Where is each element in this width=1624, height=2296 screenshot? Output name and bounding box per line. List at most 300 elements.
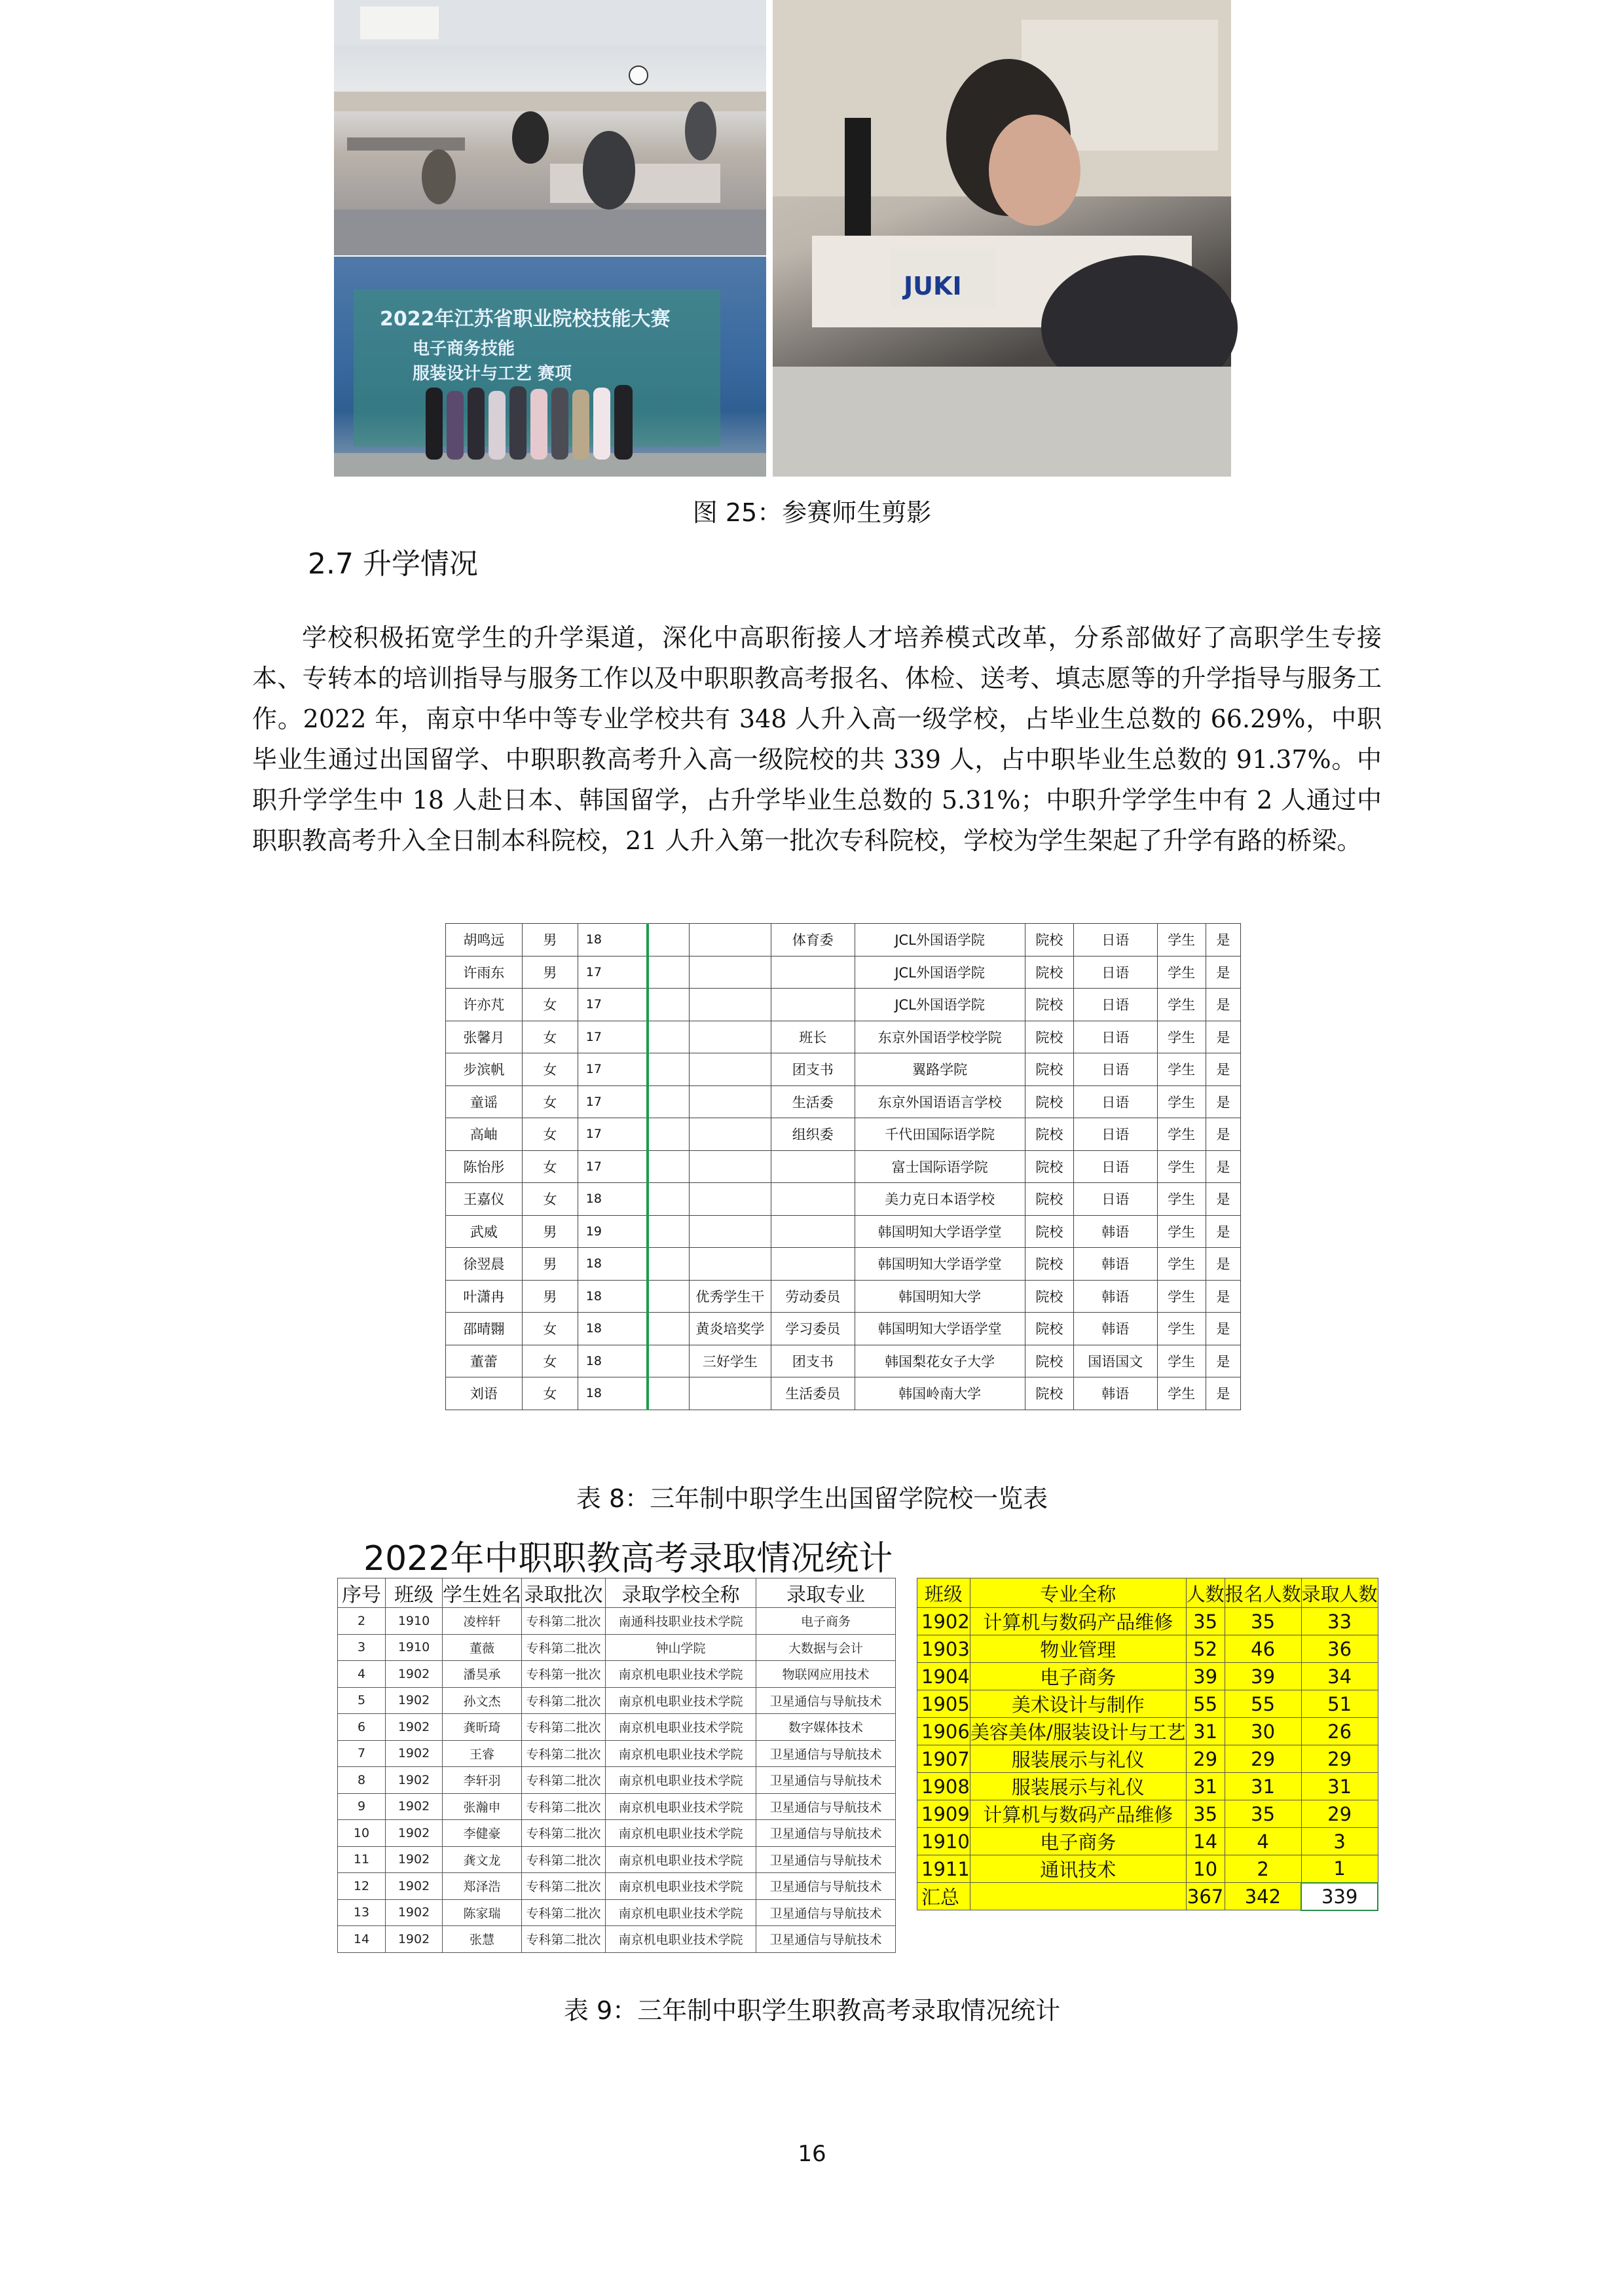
table-row bbox=[446, 1248, 1241, 1281]
table-cell: 卫星通信与导航技术 bbox=[756, 1926, 896, 1953]
table-cell bbox=[771, 1183, 855, 1216]
table-cell bbox=[648, 956, 690, 989]
table-cell: 4 bbox=[1225, 1828, 1301, 1855]
table-cell: 韩语 bbox=[1074, 1377, 1157, 1410]
table-cell: 18 bbox=[578, 1313, 647, 1345]
table-row bbox=[446, 1345, 1241, 1377]
table-cell: 劳动委员 bbox=[771, 1280, 855, 1313]
table8-caption: 表 8：三年制中职学生出国留学院校一览表 bbox=[576, 1484, 1048, 1513]
table-cell: 17 bbox=[578, 1150, 647, 1183]
table-cell bbox=[689, 1183, 771, 1216]
table-cell: 龚昕琦 bbox=[443, 1714, 522, 1741]
table-cell: 34 bbox=[1301, 1663, 1378, 1690]
table-cell: 富士国际语学院 bbox=[855, 1150, 1025, 1183]
column-header: 班级 bbox=[386, 1578, 443, 1608]
table-cell: 张馨月 bbox=[446, 1021, 523, 1053]
study-abroad-table bbox=[445, 923, 1241, 1410]
table-cell: 数字媒体技术 bbox=[756, 1714, 896, 1741]
table-cell: 是 bbox=[1206, 1345, 1240, 1377]
header-row bbox=[917, 1578, 1378, 1608]
table-cell: 生活委员 bbox=[771, 1377, 855, 1410]
total-row bbox=[917, 1883, 1378, 1910]
table-cell: 31 bbox=[1186, 1773, 1225, 1800]
table-cell: 10 bbox=[338, 1820, 386, 1847]
table-row bbox=[338, 1846, 896, 1873]
table-cell: 南京机电职业技术学院 bbox=[606, 1820, 756, 1847]
table-cell: 日语 bbox=[1074, 1150, 1157, 1183]
table-cell: 女 bbox=[522, 1021, 578, 1053]
table-cell: 17 bbox=[578, 1118, 647, 1151]
table-cell: 是 bbox=[1206, 1150, 1240, 1183]
table-cell bbox=[648, 1183, 690, 1216]
workshop-scene-illustration bbox=[334, 0, 766, 255]
table-cell: 学生 bbox=[1157, 989, 1206, 1021]
table-cell: 美术设计与制作 bbox=[970, 1690, 1186, 1718]
table-cell: 张瀚申 bbox=[443, 1793, 522, 1820]
table-cell: 优秀学生干 bbox=[689, 1280, 771, 1313]
table-cell: 院校 bbox=[1025, 924, 1073, 957]
table-cell: 日语 bbox=[1074, 1118, 1157, 1151]
table-row bbox=[917, 1828, 1378, 1855]
table-cell: 学生 bbox=[1157, 1085, 1206, 1118]
table-cell: 陈怡彤 bbox=[446, 1150, 523, 1183]
banner-line-ecommerce: 电子商务技能 bbox=[413, 339, 515, 359]
table-cell: 院校 bbox=[1025, 989, 1073, 1021]
table-cell: 王嘉仪 bbox=[446, 1183, 523, 1216]
table-cell: 孙文杰 bbox=[443, 1687, 522, 1714]
column-header: 录取人数 bbox=[1301, 1578, 1378, 1608]
table-cell: 17 bbox=[578, 1021, 647, 1053]
table-cell: 女 bbox=[522, 989, 578, 1021]
table-row bbox=[446, 1280, 1241, 1313]
table-row bbox=[917, 1608, 1378, 1635]
table-cell: 团支书 bbox=[771, 1345, 855, 1377]
table-cell bbox=[648, 1021, 690, 1053]
table-cell: 专科第二批次 bbox=[522, 1899, 606, 1926]
table-cell: 卫星通信与导航技术 bbox=[756, 1767, 896, 1794]
table-cell: 女 bbox=[522, 1345, 578, 1377]
table-cell bbox=[648, 924, 690, 957]
table-cell: 1907 bbox=[917, 1745, 970, 1773]
table-cell: 1910 bbox=[386, 1608, 443, 1635]
table-cell: 日语 bbox=[1074, 1183, 1157, 1216]
table-row bbox=[338, 1687, 896, 1714]
table-cell: 35 bbox=[1225, 1608, 1301, 1635]
table-cell: 是 bbox=[1206, 1021, 1240, 1053]
table-cell: 14 bbox=[338, 1926, 386, 1953]
total-cell bbox=[970, 1883, 1186, 1910]
table-cell: 电子商务 bbox=[970, 1663, 1186, 1690]
column-header: 班级 bbox=[917, 1578, 970, 1608]
table-cell: 51 bbox=[1301, 1690, 1378, 1718]
table-cell: 院校 bbox=[1025, 1345, 1073, 1377]
table-cell: 3 bbox=[338, 1634, 386, 1661]
table-row bbox=[446, 1150, 1241, 1183]
table-cell: 2 bbox=[1225, 1855, 1301, 1883]
table-cell: 55 bbox=[1186, 1690, 1225, 1718]
table-row bbox=[917, 1690, 1378, 1718]
table-cell: 1902 bbox=[386, 1873, 443, 1900]
table-cell: 男 bbox=[522, 1215, 578, 1248]
table-cell: 女 bbox=[522, 1150, 578, 1183]
table-cell: 卫星通信与导航技术 bbox=[756, 1820, 896, 1847]
total-cell: 汇总 bbox=[917, 1883, 970, 1910]
table-cell: 卫星通信与导航技术 bbox=[756, 1873, 896, 1900]
table-cell: 院校 bbox=[1025, 956, 1073, 989]
table-cell: 胡鸣远 bbox=[446, 924, 523, 957]
table-cell bbox=[689, 1118, 771, 1151]
table-cell: 1909 bbox=[917, 1800, 970, 1828]
table-cell: 是 bbox=[1206, 1085, 1240, 1118]
table-cell: 团支书 bbox=[771, 1053, 855, 1086]
table-cell: 韩语 bbox=[1074, 1248, 1157, 1281]
table-cell: 是 bbox=[1206, 1377, 1240, 1410]
total-cell: 367 bbox=[1186, 1883, 1225, 1910]
table-cell: 1902 bbox=[386, 1820, 443, 1847]
table-cell: 1903 bbox=[917, 1635, 970, 1663]
total-cell: 342 bbox=[1225, 1883, 1301, 1910]
table-cell: 是 bbox=[1206, 1313, 1240, 1345]
table-cell: 2 bbox=[338, 1608, 386, 1635]
table-cell bbox=[689, 989, 771, 1021]
table-row bbox=[917, 1773, 1378, 1800]
banner-title: 2022年江苏省职业院校技能大赛 bbox=[380, 308, 671, 331]
table-cell: 19 bbox=[578, 1215, 647, 1248]
class-summary-table bbox=[917, 1578, 1378, 1911]
table-cell: 1910 bbox=[917, 1828, 970, 1855]
table-cell bbox=[689, 1248, 771, 1281]
table-cell: 1902 bbox=[386, 1714, 443, 1741]
table-row bbox=[917, 1635, 1378, 1663]
table-cell: 17 bbox=[578, 1053, 647, 1086]
table-cell bbox=[648, 1313, 690, 1345]
table-cell: 1902 bbox=[386, 1846, 443, 1873]
table-cell: 18 bbox=[578, 924, 647, 957]
table-cell: 学生 bbox=[1157, 1248, 1206, 1281]
table-cell: 物联网应用技术 bbox=[756, 1661, 896, 1688]
table-cell: 1902 bbox=[386, 1740, 443, 1767]
table-cell: 12 bbox=[338, 1873, 386, 1900]
table-cell: 步滨帆 bbox=[446, 1053, 523, 1086]
table-cell: 体育委 bbox=[771, 924, 855, 957]
table-cell: 39 bbox=[1186, 1663, 1225, 1690]
table-cell: 董薇 bbox=[443, 1634, 522, 1661]
table-cell: 专科第二批次 bbox=[522, 1767, 606, 1794]
table-cell: 日语 bbox=[1074, 1085, 1157, 1118]
table-cell: 1911 bbox=[917, 1855, 970, 1883]
table-cell: 29 bbox=[1301, 1745, 1378, 1773]
table-cell bbox=[771, 1215, 855, 1248]
column-header: 录取学校全称 bbox=[606, 1578, 756, 1608]
table-cell: 学生 bbox=[1157, 1280, 1206, 1313]
table-cell: 35 bbox=[1225, 1800, 1301, 1828]
table-row bbox=[446, 924, 1241, 957]
table-cell: 钟山学院 bbox=[606, 1634, 756, 1661]
table-cell: 男 bbox=[522, 956, 578, 989]
table-cell: 日语 bbox=[1074, 1053, 1157, 1086]
table-cell: 电子商务 bbox=[970, 1828, 1186, 1855]
table-cell: 物业管理 bbox=[970, 1635, 1186, 1663]
table-row bbox=[917, 1800, 1378, 1828]
table-cell: 许亦芃 bbox=[446, 989, 523, 1021]
table-cell: 18 bbox=[578, 1345, 647, 1377]
table-cell: 36 bbox=[1301, 1635, 1378, 1663]
table-row bbox=[446, 1377, 1241, 1410]
table-cell: 韩语 bbox=[1074, 1280, 1157, 1313]
table-cell: 学生 bbox=[1157, 1313, 1206, 1345]
table-cell: 3 bbox=[1301, 1828, 1378, 1855]
table-cell: 17 bbox=[578, 1085, 647, 1118]
column-header: 序号 bbox=[338, 1578, 386, 1608]
table-cell: 专科第二批次 bbox=[522, 1873, 606, 1900]
table-cell: 韩语 bbox=[1074, 1215, 1157, 1248]
table-cell: 35 bbox=[1186, 1800, 1225, 1828]
table-cell: 1902 bbox=[386, 1767, 443, 1794]
table-cell: 男 bbox=[522, 1280, 578, 1313]
table-cell: 17 bbox=[578, 989, 647, 1021]
table-cell: 学生 bbox=[1157, 1118, 1206, 1151]
table-cell: 9 bbox=[338, 1793, 386, 1820]
photo-sewing-machine-student bbox=[773, 0, 1231, 477]
table-cell bbox=[689, 1377, 771, 1410]
table-cell: 韩国明知大学语学堂 bbox=[855, 1215, 1025, 1248]
table-row bbox=[446, 1085, 1241, 1118]
table-row bbox=[446, 1053, 1241, 1086]
photo-workshop-classroom bbox=[334, 0, 766, 255]
admission-stats-sheet bbox=[331, 1525, 1378, 1958]
table-cell: 13 bbox=[338, 1899, 386, 1926]
table-cell: 专科第二批次 bbox=[522, 1608, 606, 1635]
table-row bbox=[446, 1118, 1241, 1151]
table-cell: 学生 bbox=[1157, 1150, 1206, 1183]
table-cell bbox=[648, 1280, 690, 1313]
table-cell: 30 bbox=[1225, 1718, 1301, 1745]
table-cell: 是 bbox=[1206, 924, 1240, 957]
table-cell: 南京机电职业技术学院 bbox=[606, 1846, 756, 1873]
table-cell: 院校 bbox=[1025, 1053, 1073, 1086]
section-heading: 2.7 升学情况 bbox=[308, 547, 478, 581]
table-cell: 学生 bbox=[1157, 1021, 1206, 1053]
table-cell: 东京外国语语言学校 bbox=[855, 1085, 1025, 1118]
table-cell: 童谣 bbox=[446, 1085, 523, 1118]
table-cell: 院校 bbox=[1025, 1215, 1073, 1248]
column-header: 人数 bbox=[1186, 1578, 1225, 1608]
table-cell: 是 bbox=[1206, 1183, 1240, 1216]
table-cell: 1902 bbox=[386, 1687, 443, 1714]
table-cell: 男 bbox=[522, 924, 578, 957]
table-row bbox=[446, 989, 1241, 1021]
table-cell: 35 bbox=[1186, 1608, 1225, 1635]
group-people-illustration bbox=[334, 257, 766, 477]
machine-brand-label: JUKI bbox=[904, 272, 962, 301]
table-row bbox=[338, 1740, 896, 1767]
table-cell: 1906 bbox=[917, 1718, 970, 1745]
table-cell: 郑泽浩 bbox=[443, 1873, 522, 1900]
table-cell: 韩国明知大学 bbox=[855, 1280, 1025, 1313]
table-cell: 院校 bbox=[1025, 1183, 1073, 1216]
table-cell: 生活委 bbox=[771, 1085, 855, 1118]
column-header: 学生姓名 bbox=[443, 1578, 522, 1608]
table-cell: 专科第二批次 bbox=[522, 1820, 606, 1847]
table-cell: 专科第二批次 bbox=[522, 1634, 606, 1661]
table-cell: 33 bbox=[1301, 1608, 1378, 1635]
table-cell: 日语 bbox=[1074, 1021, 1157, 1053]
table-cell bbox=[648, 1085, 690, 1118]
table-cell: 29 bbox=[1301, 1800, 1378, 1828]
column-header: 专业全称 bbox=[970, 1578, 1186, 1608]
table-cell bbox=[689, 1053, 771, 1086]
table-cell: 女 bbox=[522, 1053, 578, 1086]
table-cell: 55 bbox=[1225, 1690, 1301, 1718]
banner-line-fashion: 服装设计与工艺 赛项 bbox=[413, 364, 572, 384]
table-cell: 18 bbox=[578, 1183, 647, 1216]
table-cell: 46 bbox=[1225, 1635, 1301, 1663]
table-cell: 电子商务 bbox=[756, 1608, 896, 1635]
table-cell: 卫星通信与导航技术 bbox=[756, 1793, 896, 1820]
table-cell: 院校 bbox=[1025, 1248, 1073, 1281]
table-cell bbox=[771, 1150, 855, 1183]
table-row bbox=[338, 1714, 896, 1741]
table-cell: 18 bbox=[578, 1248, 647, 1281]
table-cell: 6 bbox=[338, 1714, 386, 1741]
table-cell: 专科第二批次 bbox=[522, 1926, 606, 1953]
table-cell bbox=[771, 1248, 855, 1281]
table-cell: 张慧 bbox=[443, 1926, 522, 1953]
column-header: 录取批次 bbox=[522, 1578, 606, 1608]
table-row bbox=[917, 1855, 1378, 1883]
table-cell: 黄炎培奖学 bbox=[689, 1313, 771, 1345]
table-row bbox=[338, 1926, 896, 1953]
table-cell: 是 bbox=[1206, 1118, 1240, 1151]
table-cell: 是 bbox=[1206, 956, 1240, 989]
table-cell: 三好学生 bbox=[689, 1345, 771, 1377]
table-cell bbox=[771, 956, 855, 989]
table-cell: 龚文龙 bbox=[443, 1846, 522, 1873]
table-cell: 院校 bbox=[1025, 1377, 1073, 1410]
table-cell bbox=[771, 989, 855, 1021]
table-cell: 东京外国语学校学院 bbox=[855, 1021, 1025, 1053]
table-cell: 高岫 bbox=[446, 1118, 523, 1151]
table-cell: 专科第二批次 bbox=[522, 1846, 606, 1873]
table-cell bbox=[648, 1345, 690, 1377]
table-cell: 南京机电职业技术学院 bbox=[606, 1899, 756, 1926]
table-cell: 服装展示与礼仪 bbox=[970, 1773, 1186, 1800]
table-cell: 南京机电职业技术学院 bbox=[606, 1873, 756, 1900]
table-row bbox=[338, 1873, 896, 1900]
table-cell: 院校 bbox=[1025, 1313, 1073, 1345]
photo-competition-group bbox=[334, 257, 766, 477]
table-cell bbox=[648, 1118, 690, 1151]
table-cell bbox=[689, 924, 771, 957]
table-row bbox=[338, 1820, 896, 1847]
table-cell: 南通科技职业技术学院 bbox=[606, 1608, 756, 1635]
table-row bbox=[338, 1661, 896, 1688]
table-cell: 刘语 bbox=[446, 1377, 523, 1410]
table-cell: 31 bbox=[1301, 1773, 1378, 1800]
table-cell: 女 bbox=[522, 1085, 578, 1118]
table-cell: 39 bbox=[1225, 1663, 1301, 1690]
table-cell bbox=[648, 1215, 690, 1248]
table-cell: 10 bbox=[1186, 1855, 1225, 1883]
table-cell: 4 bbox=[338, 1661, 386, 1688]
table-cell: 29 bbox=[1225, 1745, 1301, 1773]
table-cell: 服装展示与礼仪 bbox=[970, 1745, 1186, 1773]
table-cell: 26 bbox=[1301, 1718, 1378, 1745]
table-cell: 卫星通信与导航技术 bbox=[756, 1846, 896, 1873]
table-cell: 国语国文 bbox=[1074, 1345, 1157, 1377]
table-cell: 1904 bbox=[917, 1663, 970, 1690]
table-cell: 14 bbox=[1186, 1828, 1225, 1855]
table-cell: 院校 bbox=[1025, 1085, 1073, 1118]
table-cell: 1902 bbox=[386, 1926, 443, 1953]
table-row bbox=[446, 1183, 1241, 1216]
table-cell: 5 bbox=[338, 1687, 386, 1714]
admission-list-table bbox=[337, 1578, 896, 1953]
column-header: 录取专业 bbox=[756, 1578, 896, 1608]
header-row bbox=[338, 1578, 896, 1608]
table-cell: 学生 bbox=[1157, 1215, 1206, 1248]
table-cell: 南京机电职业技术学院 bbox=[606, 1687, 756, 1714]
table-row bbox=[338, 1899, 896, 1926]
table-cell: 8 bbox=[338, 1767, 386, 1794]
table-cell: 1902 bbox=[917, 1608, 970, 1635]
table-cell: 翼路学院 bbox=[855, 1053, 1025, 1086]
table-cell: 计算机与数码产品维修 bbox=[970, 1608, 1186, 1635]
table-cell bbox=[689, 1215, 771, 1248]
table-cell: 1902 bbox=[386, 1899, 443, 1926]
table-cell: 7 bbox=[338, 1740, 386, 1767]
sheet-title: 2022年中职职教高考录取情况统计 bbox=[363, 1539, 893, 1578]
table-cell bbox=[648, 989, 690, 1021]
table-cell: 卫星通信与导航技术 bbox=[756, 1740, 896, 1767]
table-cell bbox=[648, 1053, 690, 1086]
table-cell: 专科第二批次 bbox=[522, 1793, 606, 1820]
table-cell bbox=[689, 956, 771, 989]
table-cell: 邵晴翾 bbox=[446, 1313, 523, 1345]
page-number: 16 bbox=[798, 2141, 826, 2167]
table-cell: 李健豪 bbox=[443, 1820, 522, 1847]
table-cell: 学生 bbox=[1157, 924, 1206, 957]
table-cell bbox=[648, 1248, 690, 1281]
table-cell: 学习委员 bbox=[771, 1313, 855, 1345]
table-cell: 通讯技术 bbox=[970, 1855, 1186, 1883]
table-cell: 专科第二批次 bbox=[522, 1740, 606, 1767]
table-cell: 徐翌晨 bbox=[446, 1248, 523, 1281]
table-cell: 31 bbox=[1186, 1718, 1225, 1745]
table-cell bbox=[689, 1021, 771, 1053]
table-cell: 韩国明知大学语学堂 bbox=[855, 1313, 1025, 1345]
table-cell: 陈家瑞 bbox=[443, 1899, 522, 1926]
table-cell: JCL外国语学院 bbox=[855, 924, 1025, 957]
table-cell bbox=[648, 1377, 690, 1410]
table-cell: 董蕾 bbox=[446, 1345, 523, 1377]
figure-caption: 图 25：参赛师生剪影 bbox=[692, 498, 932, 527]
total-cell[interactable]: 339 bbox=[1301, 1883, 1378, 1910]
sewing-scene-illustration bbox=[773, 0, 1231, 477]
table-cell: 院校 bbox=[1025, 1021, 1073, 1053]
table-cell: 南京机电职业技术学院 bbox=[606, 1740, 756, 1767]
table-cell: 是 bbox=[1206, 1215, 1240, 1248]
table-cell: 大数据与会计 bbox=[756, 1634, 896, 1661]
table-cell: 11 bbox=[338, 1846, 386, 1873]
table-cell: 17 bbox=[578, 956, 647, 989]
table-row bbox=[917, 1745, 1378, 1773]
table-cell: 卫星通信与导航技术 bbox=[756, 1899, 896, 1926]
table-cell: 美力克日本语学校 bbox=[855, 1183, 1025, 1216]
table-cell: 是 bbox=[1206, 989, 1240, 1021]
table-cell: 学生 bbox=[1157, 1053, 1206, 1086]
table-cell: 是 bbox=[1206, 1053, 1240, 1086]
